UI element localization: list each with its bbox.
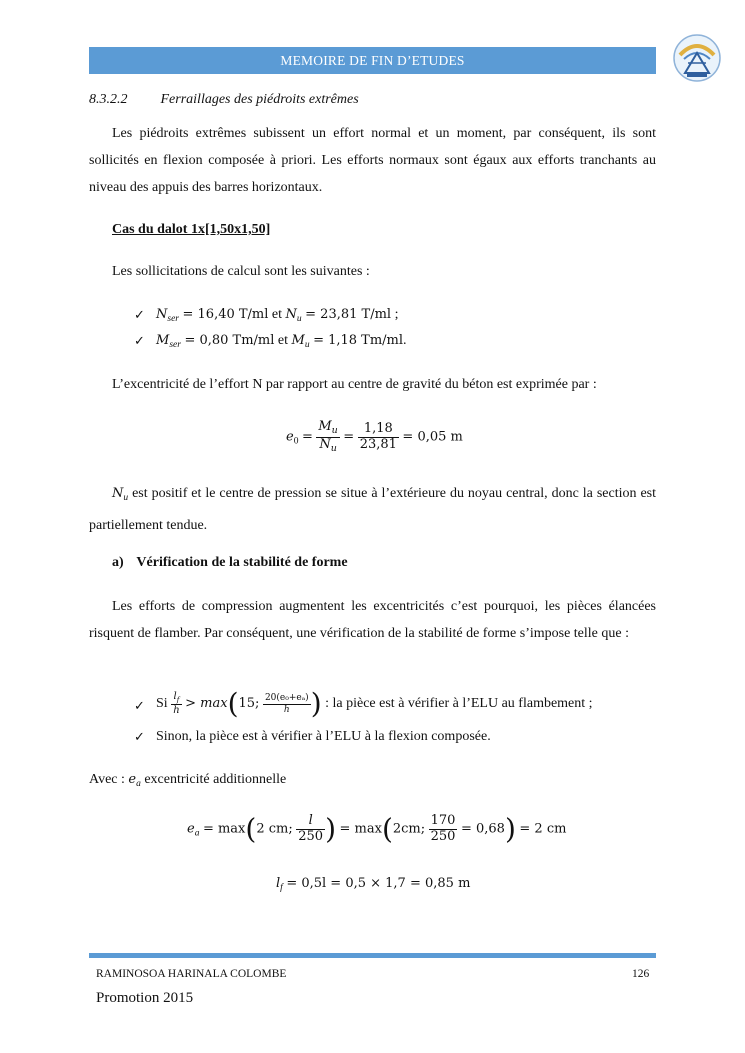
bullet-end: ;: [394, 307, 399, 322]
eq-numerator: 170: [430, 813, 456, 828]
header-title: MEMOIRE DE FIN D’ETUDES: [280, 53, 465, 68]
eq-result: = 0,5l = 0,5 × 1,7 = 0,85 m: [286, 876, 471, 891]
subsection-title: Vérification de la stabilité de forme: [136, 555, 348, 570]
bullet-slenderness: Si $\frac{l_f}{h}$ > max(15; $\frac{\text{20(e₀+eₐ)}}{h}$ ) : la pièce est à vérifier à l’ELU au flambement ;: [156, 687, 593, 720]
equation-lf: [276, 876, 470, 893]
subsection-a-heading: [112, 555, 348, 571]
bullet-text: : la pièce est à vérifier à l’ELU au flambement ;: [325, 696, 593, 712]
nu-paragraph: [89, 480, 656, 539]
eq-value: = 0,68: [460, 821, 505, 837]
eq-subscript: u: [330, 442, 337, 454]
eq-subscript: 0: [293, 436, 299, 447]
nu-text: est positif et le centre de pression se situe à l’extérieure du noyau central, donc la section est partiellement tendue.: [89, 486, 656, 533]
stability-paragraph: Les efforts de compression augmentent les excentricités c’est pourquoi, les pièces élancées risquent de flamber. Par conséquent, une vérification de la stabilité de forme s’impose telle que :: [89, 599, 656, 641]
bullet-mser-mu: $M_{ser} = 0,80$ Tm/ml et $M_u = 1,18$ Tm/ml.: [156, 333, 407, 350]
avec-text: excentricité additionnelle: [144, 772, 287, 787]
eq-symbol: l: [173, 691, 177, 703]
eq-subscript: a: [194, 828, 200, 839]
avec-line: [89, 772, 286, 789]
header-banner: [89, 47, 656, 74]
eq-value: 2cm;: [392, 821, 426, 837]
eq-symbol: l: [276, 876, 281, 891]
eq-numerator: 1,18: [358, 422, 399, 438]
eq-symbol: e: [286, 429, 294, 445]
section-number: 8.3.2.2: [89, 92, 128, 107]
eq-symbol: e: [187, 821, 195, 837]
footer-promotion: Promotion 2015: [96, 990, 194, 1006]
school-logo: [672, 33, 722, 83]
check-icon: ✓: [134, 698, 145, 713]
eq-denominator: 250: [430, 828, 456, 844]
m-u-value: = 1,18 Tm/ml: [313, 333, 404, 348]
eq-max: = max: [339, 821, 382, 837]
n-u-value: = 23,81 T/ml: [305, 307, 392, 322]
eq-denominator: 23,81: [359, 436, 397, 452]
check-icon: ✓: [134, 729, 145, 744]
eq-denominator: h: [173, 705, 180, 717]
intro-paragraph: Les piédroits extrêmes subissent un effort normal et un moment, par conséquent, ils sont sollicités en flexion composée à priori. Les efforts normaux sont égaux aux efforts tranchants au niveau des appuis des barres horizontaux.: [89, 126, 656, 195]
bullet-otherwise: Sinon, la pièce est à vérifier à l’ELU à la flexion composée.: [156, 729, 491, 744]
subsection-label: a): [112, 555, 124, 570]
eq-symbol: M: [318, 419, 332, 434]
bullet-end: .: [403, 333, 407, 348]
check-icon: ✓: [134, 307, 145, 322]
eq-result: = 2 cm: [519, 821, 567, 837]
footer-author: RAMINOSOA HARINALA COLOMBE: [96, 968, 287, 980]
m-ser-value: = 0,80 Tm/ml: [184, 333, 275, 348]
equation-e0: $e_0$ = $\frac{M_u}{N_u}$ = $\frac{1,18}{23,81}$ = 0,05 m: [286, 419, 463, 454]
case-title: Cas du dalot 1x[1,50x1,50]: [112, 222, 271, 237]
nu-subscript: u: [123, 493, 129, 503]
bullet-nser-nu: $N_{ser} = 16,40$ T/ml et $N_u = 23,81$ T/ml ;: [156, 307, 399, 324]
equation-ea: $e_a = \max(2$ cm; $\frac{l}{250}$ ) = max(2cm; $\frac{170}{250}$ = 0,68) = 2 cm: [187, 812, 567, 846]
ea-symbol: e: [128, 772, 137, 787]
eq-subscript: u: [331, 425, 338, 436]
eq-subscript: f: [280, 883, 283, 893]
eq-value: 2 cm;: [256, 821, 293, 837]
and-text: et: [277, 333, 289, 348]
eq-result: = 0,05 m: [402, 429, 463, 445]
eq-subscript: f: [176, 696, 180, 705]
n-ser-value: = 16,40 T/ml: [182, 307, 269, 322]
and-text: et: [271, 307, 283, 322]
page-number: 126: [632, 968, 650, 980]
eq-max: = max: [202, 821, 246, 837]
avec-label: Avec :: [89, 772, 125, 787]
section-title: Ferraillages des piédroits extrêmes: [160, 92, 359, 107]
footer-rule: [89, 953, 656, 958]
max-text: > max: [185, 696, 228, 712]
solicitations-intro: Les sollicitations de calcul sont les suivantes :: [112, 264, 370, 279]
section-heading: [89, 92, 359, 108]
check-icon: ✓: [134, 333, 145, 348]
eccentricity-intro: L’excentricité de l’effort N par rapport au centre de gravité du béton est exprimée par :: [112, 377, 597, 392]
eq-denominator: h: [283, 704, 290, 715]
eq-denominator: 250: [298, 828, 324, 844]
eq-numerator: l: [296, 814, 325, 830]
nu-symbol: N: [112, 486, 124, 501]
ea-subscript: a: [136, 779, 141, 789]
eq-numerator: 20(e₀+eₐ): [264, 693, 309, 704]
fifteen-text: 15;: [238, 696, 260, 712]
si-text: Si: [156, 696, 168, 712]
eq-symbol: N: [319, 436, 331, 452]
